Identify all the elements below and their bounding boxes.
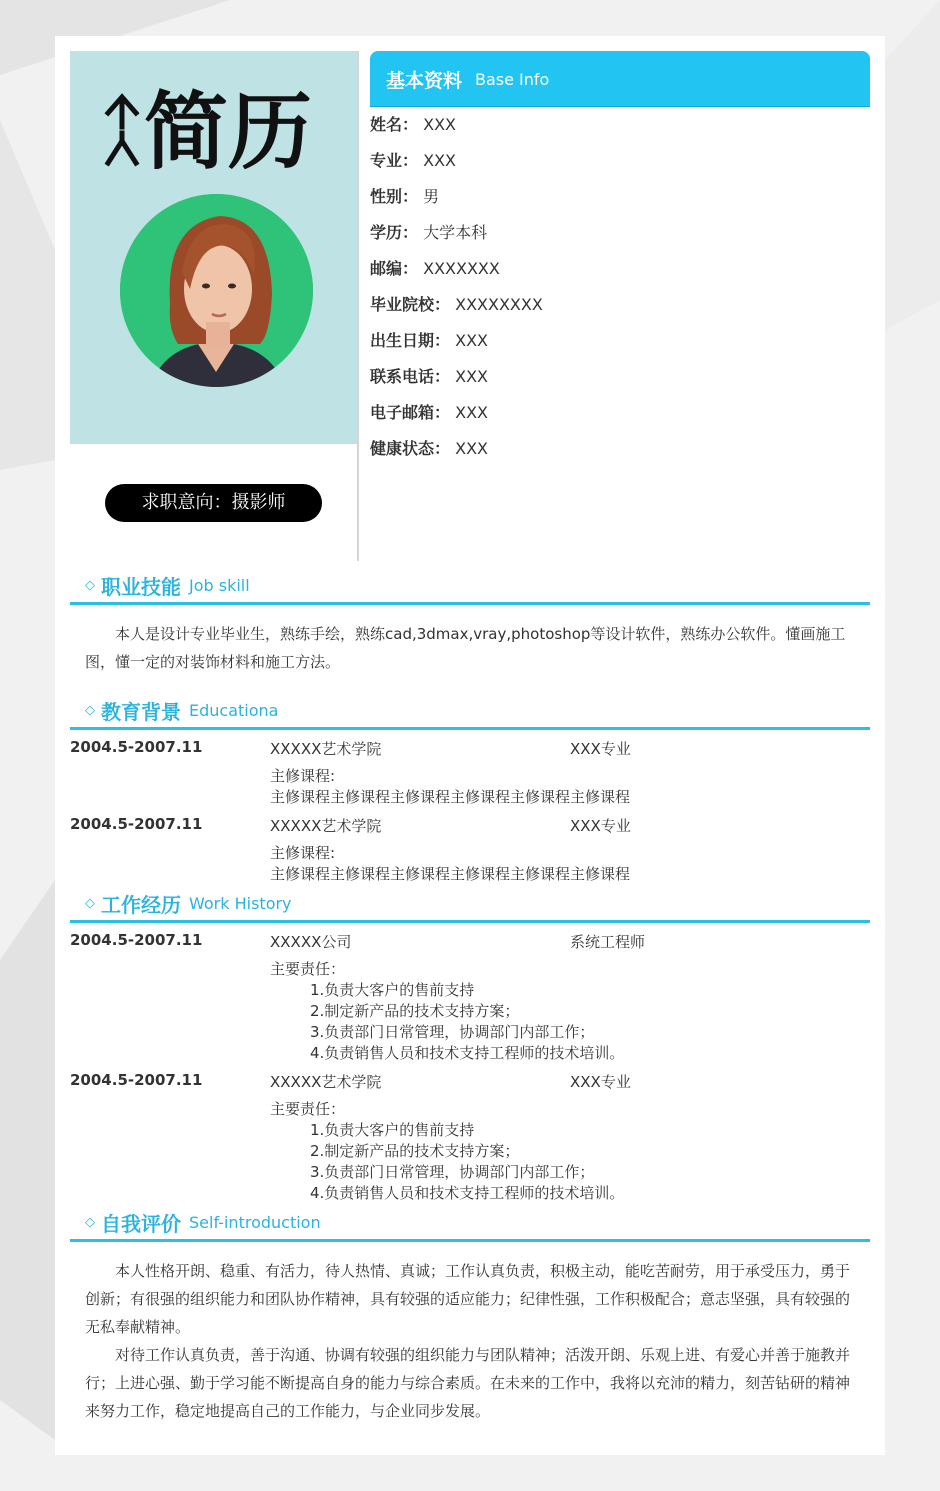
self-eval-paragraph: 对待工作认真负责，善于沟通、协调有较强的组织能力与团队精神；活泼开朗、乐观上进、有爱心并善于施教并行；上进心强、勤于学习能不断提高自身的能力与综合素质。在未来的工作中，我将以充沛的精力，刻苦钻研的精神来努力工作，稳定地提高自己的工作能力，与企业同步发展。 bbox=[85, 1346, 851, 1420]
info-row-school bbox=[370, 294, 543, 330]
duty-item: 1.负责大客户的售前支持 bbox=[310, 981, 475, 999]
vertical-divider bbox=[357, 51, 359, 561]
info-value: XXX bbox=[455, 403, 488, 422]
portrait-image bbox=[120, 194, 313, 387]
section-title-skills bbox=[85, 571, 250, 599]
info-row-name bbox=[370, 114, 543, 150]
section-title-cn: 职业技能 bbox=[101, 575, 181, 599]
info-row-health bbox=[370, 438, 543, 474]
section-title-en: Work History bbox=[189, 894, 292, 913]
base-info-title: 基本资料 bbox=[386, 70, 463, 92]
diamond-icon: ◇ bbox=[85, 578, 95, 593]
entry-date: 2004.5-2007.11 bbox=[70, 815, 203, 833]
self-eval-text bbox=[85, 1257, 860, 1425]
info-value: XXX bbox=[455, 367, 488, 386]
entry-duties bbox=[270, 1099, 624, 1204]
resume-title-logo bbox=[100, 71, 340, 171]
diamond-icon: ◇ bbox=[85, 896, 95, 911]
info-label: 联系电话： bbox=[370, 367, 451, 386]
duty-item: 2.制定新产品的技术支持方案； bbox=[310, 1142, 520, 1160]
skills-text: 本人是设计专业毕业生，熟练手绘，熟练cad,3dmax,vray,photoshop等设计软件，熟练办公软件。懂画施工图，懂一定的对装饰材料和施工方法。 bbox=[85, 625, 846, 671]
section-title-work bbox=[85, 889, 292, 917]
section-rule bbox=[70, 920, 870, 923]
info-row-postcode bbox=[370, 258, 543, 294]
info-value: XXX bbox=[423, 115, 456, 134]
title-art-text: 简历 bbox=[144, 83, 313, 171]
info-row-email bbox=[370, 402, 543, 438]
entry-date: 2004.5-2007.11 bbox=[70, 931, 203, 949]
info-value: XXX bbox=[455, 331, 488, 350]
duty-item: 3.负责部门日常管理，协调部门内部工作； bbox=[310, 1163, 595, 1181]
diamond-icon: ◇ bbox=[85, 1215, 95, 1230]
info-value: 男 bbox=[423, 187, 440, 206]
entry-major: XXX专业 bbox=[570, 817, 631, 835]
section-title-en: Educationa bbox=[189, 701, 279, 720]
section-title-en: Job skill bbox=[189, 576, 250, 595]
info-label: 毕业院校： bbox=[370, 295, 451, 314]
section-title-education bbox=[85, 696, 278, 724]
self-eval-paragraph: 本人性格开朗、稳重、有活力，待人热情、真诚；工作认真负责，积极主动，能吃苦耐劳，用于承受压力，勇于创新；有很强的组织能力和团队协作精神，具有较强的适应能力；纪律性强，工作积极配合；意志坚强，具有较强的无私奉献精神。 bbox=[85, 1262, 851, 1336]
entry-role: XXX专业 bbox=[570, 1073, 631, 1091]
info-label: 电子邮箱： bbox=[370, 403, 451, 422]
info-label: 性别： bbox=[370, 187, 419, 206]
info-label: 专业： bbox=[370, 151, 419, 170]
entry-major: XXX专业 bbox=[570, 740, 631, 758]
entry-duties bbox=[270, 959, 624, 1064]
duties-label: 主要责任： bbox=[270, 1100, 346, 1118]
info-value: XXX bbox=[423, 151, 456, 170]
duty-item: 3.负责部门日常管理，协调部门内部工作； bbox=[310, 1023, 595, 1041]
entry-school: XXXXX艺术学院 bbox=[270, 740, 382, 758]
info-label: 出生日期： bbox=[370, 331, 451, 350]
section-title-cn: 工作经历 bbox=[101, 893, 181, 917]
info-value: XXXXXXX bbox=[423, 259, 500, 278]
duties-label: 主要责任： bbox=[270, 960, 346, 978]
info-label: 学历： bbox=[370, 223, 419, 242]
base-info-header bbox=[370, 51, 870, 107]
courses-text: 主修课程主修课程主修课程主修课程主修课程主修课程 bbox=[270, 865, 631, 883]
entry-date: 2004.5-2007.11 bbox=[70, 1071, 203, 1089]
info-row-phone bbox=[370, 366, 543, 402]
section-title-cn: 自我评价 bbox=[101, 1212, 181, 1236]
entry-courses bbox=[270, 766, 630, 808]
section-title-cn: 教育背景 bbox=[101, 700, 181, 724]
entry-courses bbox=[270, 843, 630, 885]
info-row-major bbox=[370, 150, 543, 186]
section-title-en: Self-introduction bbox=[189, 1213, 321, 1232]
entry-role: 系统工程师 bbox=[570, 933, 646, 951]
entry-school: XXXXX艺术学院 bbox=[270, 817, 382, 835]
diamond-icon: ◇ bbox=[85, 703, 95, 718]
courses-label: 主修课程: bbox=[270, 844, 336, 862]
duty-item: 1.负责大客户的售前支持 bbox=[310, 1121, 475, 1139]
info-value: XXX bbox=[455, 439, 488, 458]
base-info-title-en: Base Info bbox=[475, 70, 550, 89]
info-label: 健康状态： bbox=[370, 439, 451, 458]
section-rule bbox=[70, 602, 870, 605]
info-value: XXXXXXXX bbox=[455, 295, 543, 314]
info-label: 姓名： bbox=[370, 115, 419, 134]
duty-item: 4.负责销售人员和技术支持工程师的技术培训。 bbox=[310, 1184, 625, 1202]
section-rule bbox=[70, 727, 870, 730]
entry-company: XXXXX公司 bbox=[270, 933, 352, 951]
entry-date: 2004.5-2007.11 bbox=[70, 738, 203, 756]
entry-company: XXXXX艺术学院 bbox=[270, 1073, 382, 1091]
duty-item: 2.制定新产品的技术支持方案； bbox=[310, 1002, 520, 1020]
info-row-gender bbox=[370, 186, 543, 222]
info-row-birthdate bbox=[370, 330, 543, 366]
info-value: 大学本科 bbox=[423, 223, 488, 242]
job-intent-badge: 求职意向：摄影师 bbox=[105, 484, 322, 522]
courses-label: 主修课程: bbox=[270, 767, 336, 785]
courses-text: 主修课程主修课程主修课程主修课程主修课程主修课程 bbox=[270, 788, 631, 806]
avatar bbox=[120, 194, 313, 387]
duty-item: 4.负责销售人员和技术支持工程师的技术培训。 bbox=[310, 1044, 625, 1062]
section-title-self-eval bbox=[85, 1208, 321, 1236]
info-label: 邮编： bbox=[370, 259, 419, 278]
section-rule bbox=[70, 1239, 870, 1242]
base-info-list bbox=[370, 114, 543, 474]
photo-panel bbox=[70, 51, 357, 444]
info-row-degree bbox=[370, 222, 543, 258]
